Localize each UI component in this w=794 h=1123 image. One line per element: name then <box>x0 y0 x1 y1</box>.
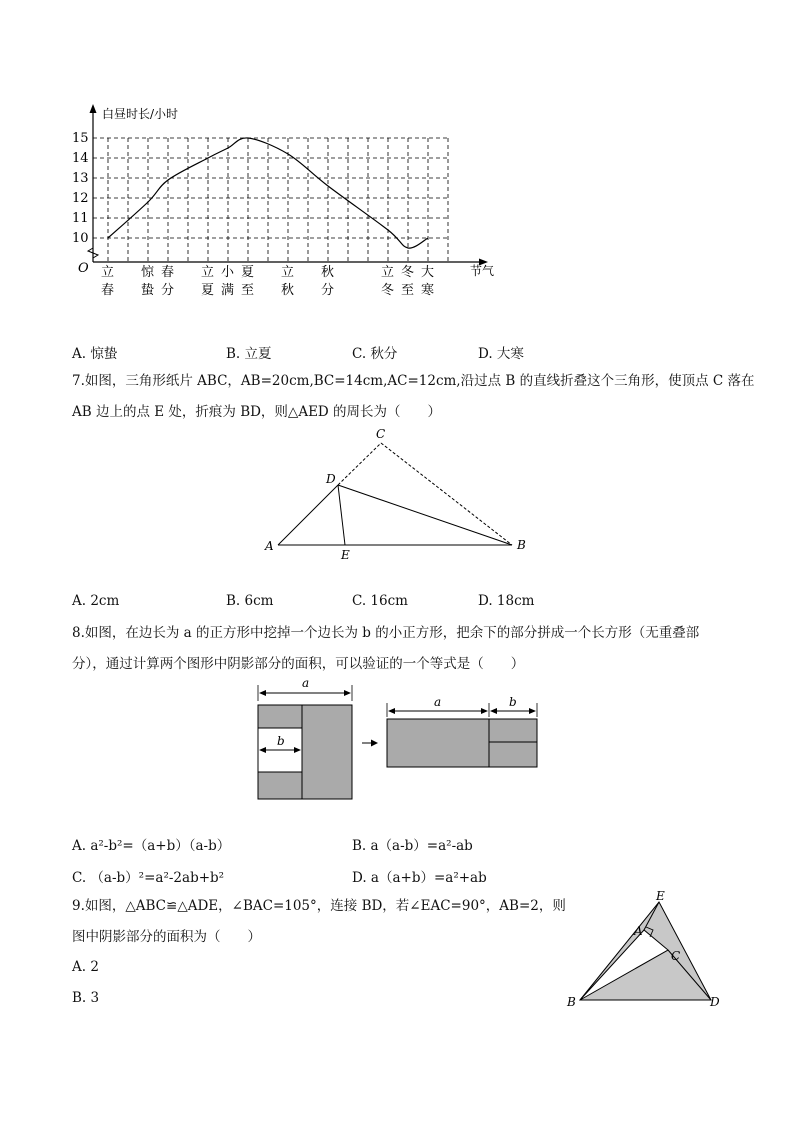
origin-label: O <box>78 261 89 276</box>
q8-right-label-b: b <box>509 695 517 709</box>
x-tick-label-top: 惊 <box>141 265 155 280</box>
q9-option-a[interactable]: A. 2 <box>72 959 99 975</box>
q9-text-line2: 图中阴影部分的面积为（ ） <box>72 929 261 945</box>
q8-text-line2: 分），通过计算两个图形中阴影部分的面积，可以验证的一个等式是（ ） <box>72 656 525 672</box>
x-tick-label-top: 冬 <box>401 265 415 280</box>
q7-label-d: D <box>326 472 336 486</box>
x-tick-label-bottom: 春 <box>101 283 115 298</box>
q9-label-e: E <box>656 890 665 903</box>
y-axis-arrow <box>90 104 97 113</box>
x-tick-label-top: 秋 <box>321 265 335 280</box>
q7-triangle-figure <box>260 425 540 565</box>
q9-label-a: A <box>634 924 643 938</box>
q7-option-b[interactable]: B. 6cm <box>226 593 274 609</box>
q9-text-line1: 9.如图，△ABC≌△ADE，∠BAC=105°，连接 BD，若∠EAC=90°，AB=2，则 <box>72 898 566 914</box>
y-tick-label: 10 <box>72 231 89 246</box>
y-tick-label: 11 <box>72 211 89 226</box>
y-tick-label: 13 <box>72 171 89 186</box>
q8-option-a[interactable]: A. a²-b²=（a+b）（a-b） <box>72 838 231 854</box>
x-tick-label-bottom: 分 <box>161 283 175 298</box>
chart-grid <box>93 138 448 262</box>
q9-option-b[interactable]: B. 3 <box>72 990 100 1006</box>
y-tick-label: 15 <box>72 131 89 146</box>
y-tick-label: 12 <box>72 191 89 206</box>
q8-left-label-a: a <box>302 676 310 690</box>
q8-left-label-b: b <box>277 734 285 748</box>
x-tick-label-bottom: 秋 <box>281 283 295 298</box>
q8-right-label-a: a <box>434 695 442 709</box>
q8-option-b[interactable]: B. a（a-b）=a²-ab <box>352 838 473 854</box>
x-tick-label-bottom: 至 <box>241 283 255 298</box>
q6-option-a[interactable]: A. 惊蛰 <box>72 346 118 362</box>
x-tick-label-top: 小 <box>221 265 235 280</box>
q7-label-b: B <box>517 538 526 552</box>
q8-squares-figure <box>250 673 550 808</box>
y-axis-label: 白昼时长/小时 <box>102 107 179 121</box>
x-tick-label-top: 立 <box>381 265 395 280</box>
q9-congruent-triangles-figure <box>560 890 730 1015</box>
q9-label-c: C <box>671 949 681 963</box>
x-axis-label: 节气 <box>470 264 495 278</box>
q7-option-a[interactable]: A. 2cm <box>72 593 120 609</box>
q7-option-d[interactable]: D. 18cm <box>478 593 535 609</box>
x-tick-label-top: 立 <box>101 265 115 280</box>
x-tick-label-top: 立 <box>201 265 215 280</box>
x-tick-label-top: 夏 <box>241 265 255 280</box>
q8-option-c[interactable]: C. （a-b）²=a²-2ab+b² <box>72 870 225 886</box>
q6-option-b[interactable]: B. 立夏 <box>226 346 272 362</box>
x-tick-label-bottom: 分 <box>321 283 335 298</box>
y-tick-labels <box>72 131 89 246</box>
x-tick-label-bottom: 至 <box>401 283 415 298</box>
q7-text-line2: AB 边上的点 E 处，折痕为 BD，则△AED 的周长为（ ） <box>72 404 442 420</box>
x-tick-label-top: 大 <box>421 265 435 280</box>
q9-label-d: D <box>710 995 720 1009</box>
q7-text-line1: 7.如图，三角形纸片 ABC，AB=20cm,BC=14cm,AC=12cm,沿过点 B 的直线折叠这个三角形，使顶点 C 落在 <box>72 373 755 389</box>
x-tick-labels <box>101 264 434 298</box>
q7-label-a: A <box>265 539 274 553</box>
x-tick-label-bottom: 寒 <box>421 283 435 298</box>
q6-option-d[interactable]: D. 大寒 <box>478 346 524 362</box>
q7-label-e: E <box>341 548 350 562</box>
q9-label-b: B <box>567 995 576 1009</box>
daylight-chart <box>60 100 520 310</box>
q8-text-line1: 8.如图，在边长为 a 的正方形中挖掉一个边长为 b 的小正方形，把余下的部分拼成一个长方形（无重叠部 <box>72 625 700 641</box>
y-tick-label: 14 <box>72 151 89 166</box>
q7-option-c[interactable]: C. 16cm <box>352 593 408 609</box>
x-tick-label-bottom: 夏 <box>201 283 215 298</box>
q7-label-c: C <box>376 427 386 441</box>
q8-option-d[interactable]: D. a（a+b）=a²+ab <box>352 870 487 886</box>
x-tick-label-bottom: 冬 <box>381 283 395 298</box>
x-tick-label-bottom: 蛰 <box>141 283 155 298</box>
q6-option-c[interactable]: C. 秋分 <box>352 346 398 362</box>
x-tick-label-top: 立 <box>281 265 295 280</box>
x-tick-label-top: 春 <box>161 265 175 280</box>
x-tick-label-bottom: 满 <box>221 283 235 298</box>
